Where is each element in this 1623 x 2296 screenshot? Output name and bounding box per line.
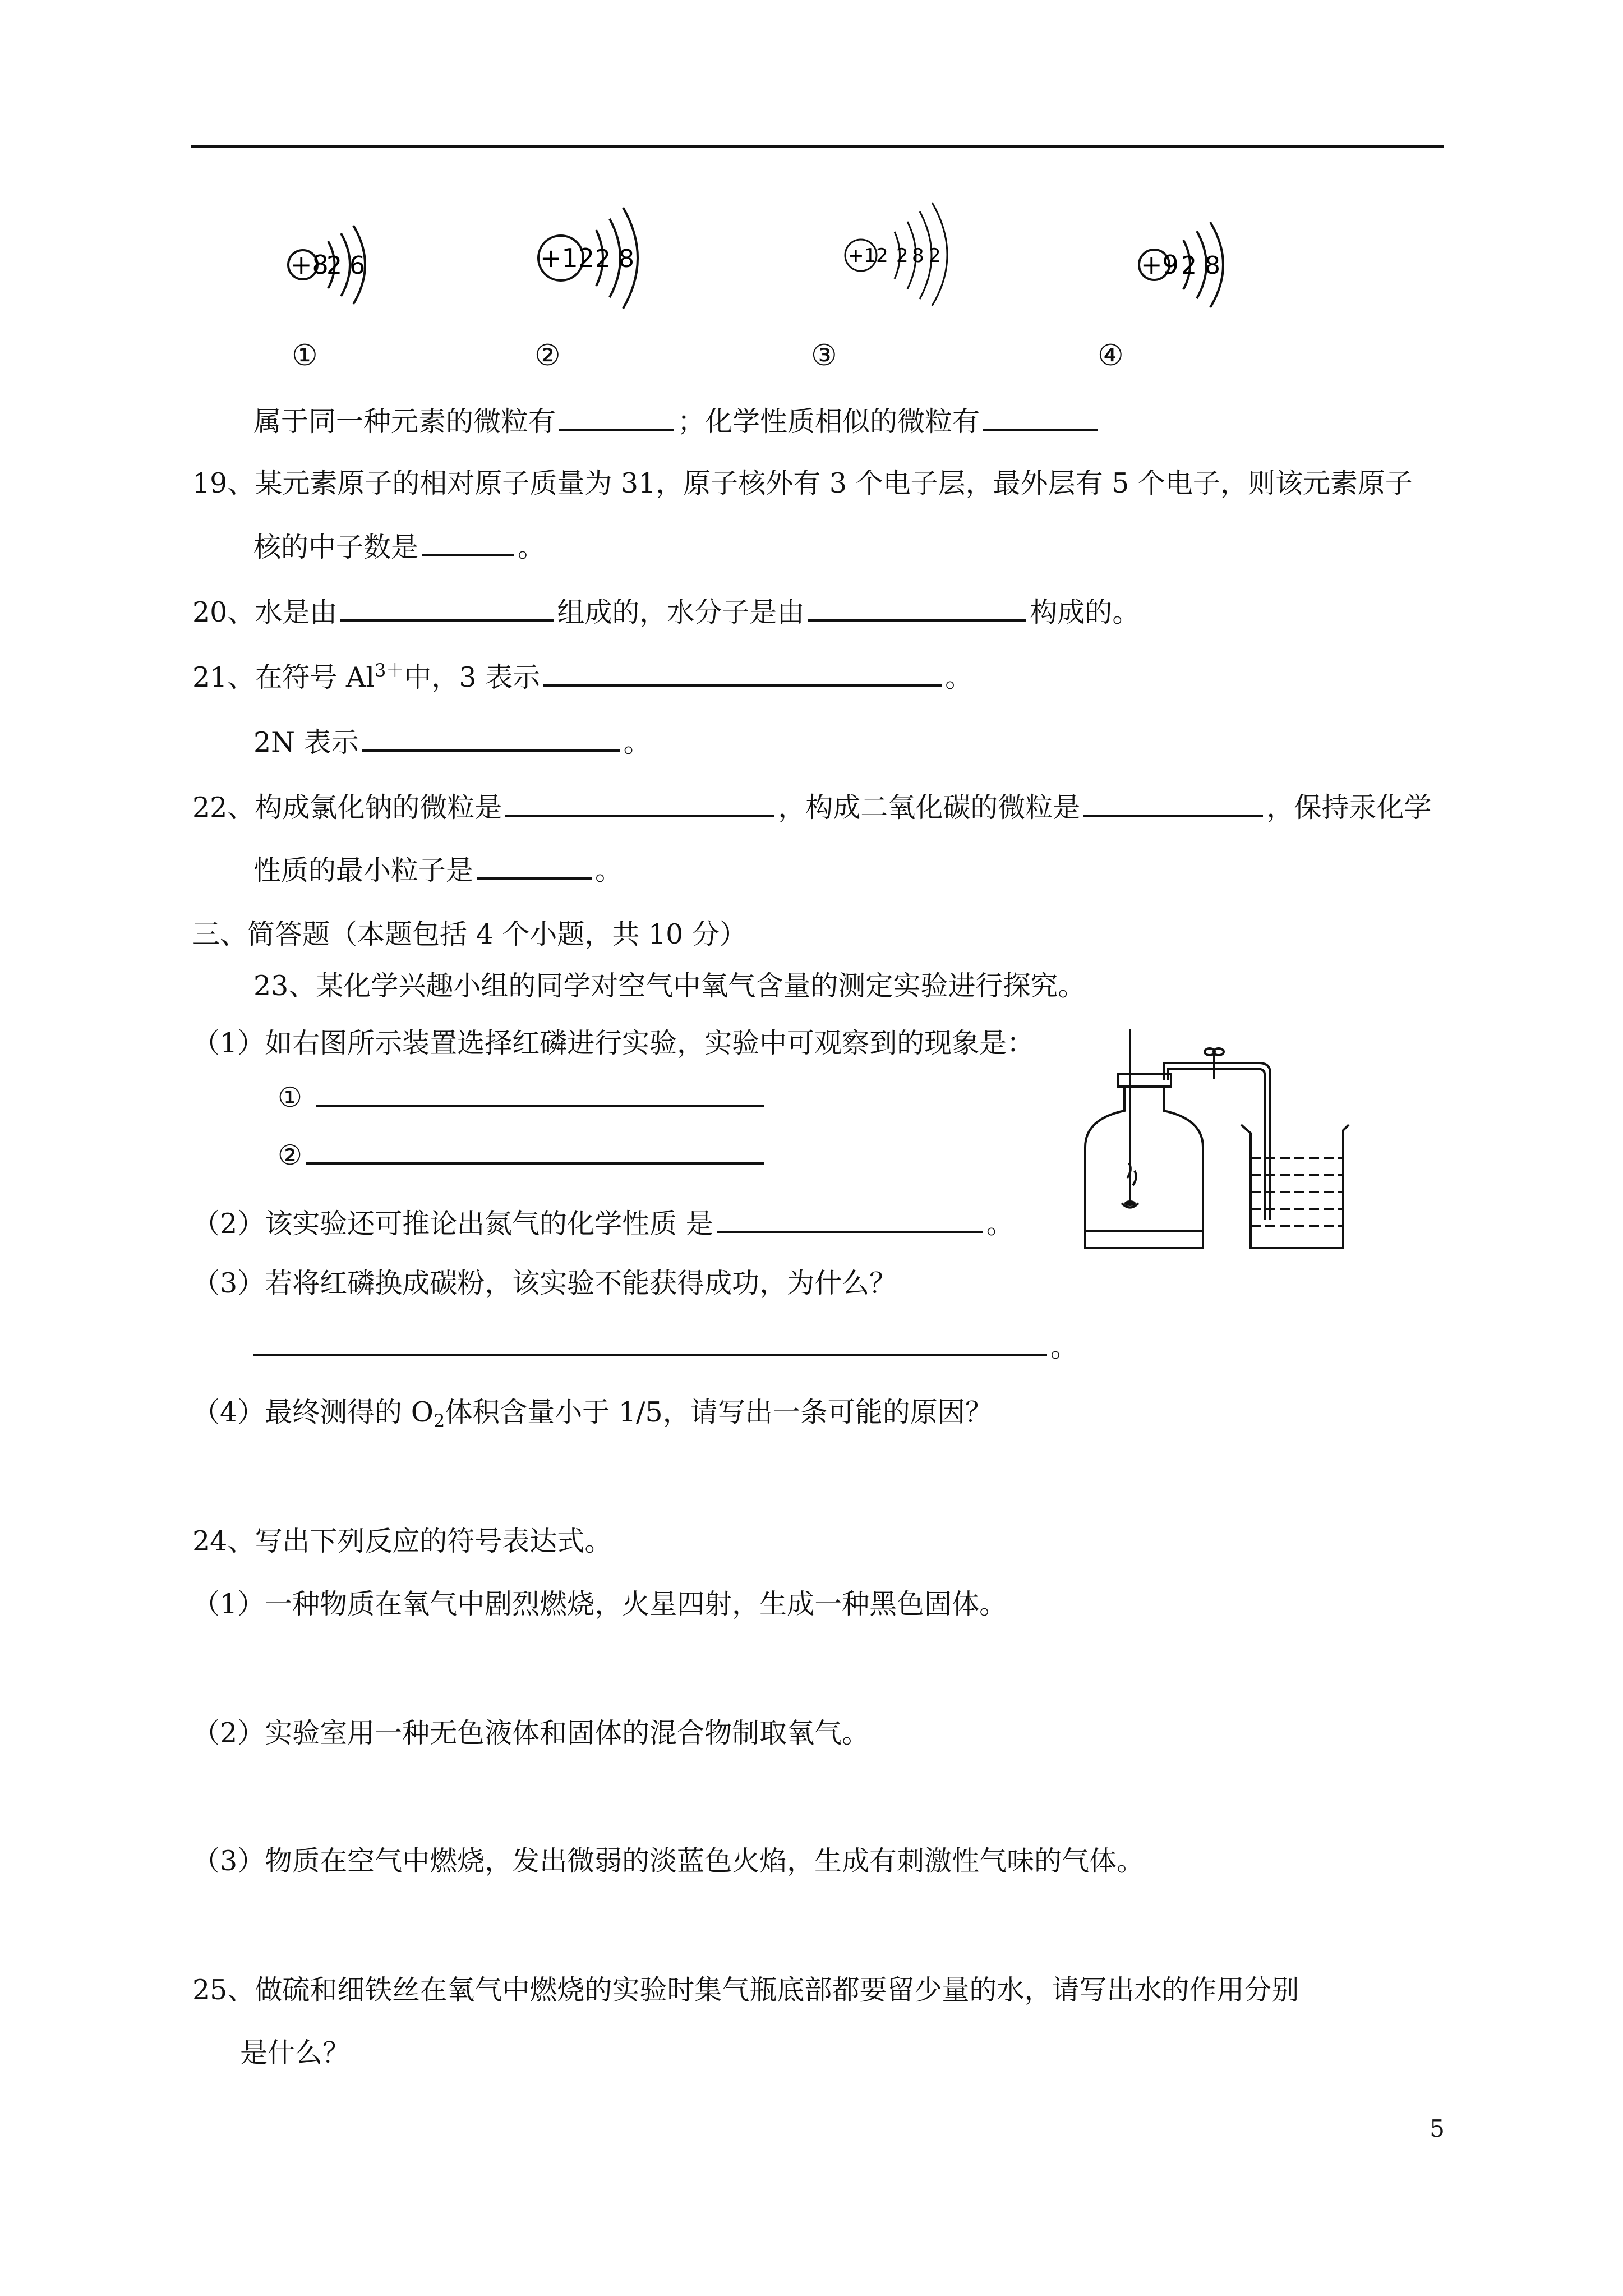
q23-part4-a: （4）最终测得的 O xyxy=(192,1396,434,1428)
q22-blank-2[interactable] xyxy=(1083,790,1263,817)
q19-end: 。 xyxy=(518,531,546,563)
q23-part2-text: （2）该实验还可推论出氮气的化学性质 是 xyxy=(192,1208,713,1240)
q19-line1: 19、某元素原子的相对原子质量为 31，原子核外有 3 个电子层，最外层有 5 个电子，则该元素原子 xyxy=(192,467,1413,499)
q18-blank-2[interactable] xyxy=(983,404,1098,431)
header-rule xyxy=(191,145,1444,148)
atom-3-shell-3: 2 xyxy=(929,245,941,267)
q23-blank-1a[interactable] xyxy=(316,1080,764,1107)
q23-part1a-label: ① xyxy=(278,1082,302,1114)
q23-intro: 23、某化学兴趣小组的同学对空气中氧气含量的测定实验进行探究。 xyxy=(253,970,1086,1002)
q23-part4-subscript: 2 xyxy=(433,1410,445,1432)
q23-part1: （1）如右图所示装置选择红磷进行实验，实验中可观察到的现象是： xyxy=(192,1027,1035,1059)
q22-line1 xyxy=(192,790,1431,825)
q20-part1: 20、水是由 xyxy=(192,596,338,628)
atom-diagram-3 xyxy=(836,194,976,306)
q20-part3: 构成的。 xyxy=(1030,596,1140,628)
q24-part1: （1）一种物质在氧气中剧烈燃烧，火星四射，生成一种黑色固体。 xyxy=(192,1588,1007,1620)
q21-end: 。 xyxy=(945,661,973,693)
q19-text: 核的中子数是 xyxy=(253,531,419,563)
q20-part2: 组成的，水分子是由 xyxy=(557,596,805,628)
q21-line2 xyxy=(253,725,651,760)
atom-diagram-1 xyxy=(275,213,381,314)
atom-1-shell-1: 2 xyxy=(326,251,342,280)
atom-label-3: ③ xyxy=(811,339,837,372)
atom-3-shell-1: 2 xyxy=(896,245,909,267)
q21-part1: 21、在符号 Al xyxy=(192,661,375,693)
q23-part4-b: 体积含量小于 1/5，请写出一条可能的原因？ xyxy=(445,1396,993,1428)
atom-diagram-4 xyxy=(1127,213,1239,314)
q25-line2: 是什么？ xyxy=(240,2037,351,2069)
q22-part3: ，保持汞化学 xyxy=(1266,792,1432,823)
q18-part2: ；化学性质相似的微粒有 xyxy=(677,406,980,438)
section-3-heading: 三、简答题（本题包括 4 个小题，共 10 分） xyxy=(192,918,747,950)
q18-blank-1[interactable] xyxy=(559,404,674,431)
q22-part2: ，构成二氧化碳的微粒是 xyxy=(778,792,1081,823)
q21-blank-1[interactable] xyxy=(543,660,942,687)
q20-blank-2[interactable] xyxy=(808,595,1026,622)
atom-2-shell-2: 8 xyxy=(619,245,634,273)
q21-end2: 。 xyxy=(623,726,651,758)
q21-superscript: 3＋ xyxy=(374,660,404,681)
q23-part1a xyxy=(278,1080,768,1115)
q22-end: 。 xyxy=(595,854,623,886)
q21-part2: 中，3 表示 xyxy=(404,661,541,693)
q23-part3: （3）若将红磷换成碳粉，该实验不能获得成功，为什么？ xyxy=(192,1267,897,1299)
q23-blank-3[interactable] xyxy=(253,1329,1047,1356)
q23-part3-end: 。 xyxy=(1050,1331,1078,1363)
q21-line1 xyxy=(192,660,972,697)
q20-line xyxy=(192,595,1140,629)
q24-part3: （3）物质在空气中燃烧，发出微弱的淡蓝色火焰，生成有刺激性气味的气体。 xyxy=(192,1845,1145,1877)
atom-label-1: ① xyxy=(292,339,318,372)
atom-1-shell-2: 6 xyxy=(349,251,365,280)
q23-part2 xyxy=(192,1206,1014,1241)
q23-part3-answer xyxy=(253,1329,1078,1364)
atom-1-nucleus: +8 xyxy=(291,250,329,280)
q21-line2-text: 2N 表示 xyxy=(253,726,359,758)
q22-line2-text: 性质的最小粒子是 xyxy=(253,854,474,886)
q23-part1b xyxy=(278,1138,768,1172)
q25-line1: 25、做硫和细铁丝在氧气中燃烧的实验时集气瓶底部都要留少量的水，请写出水的作用分别 xyxy=(192,1974,1299,2006)
q19-blank[interactable] xyxy=(422,530,514,556)
atom-2-shell-1: 2 xyxy=(595,245,611,273)
q22-part1: 22、构成氯化钠的微粒是 xyxy=(192,792,502,823)
atom-4-shell-2: 8 xyxy=(1205,251,1220,280)
q21-blank-2[interactable] xyxy=(362,725,620,752)
q18-part1: 属于同一种元素的微粒有 xyxy=(253,406,556,438)
q24-part2: （2）实验室用一种无色液体和固体的混合物制取氧气。 xyxy=(192,1717,870,1749)
q23-part4 xyxy=(192,1396,993,1432)
atom-3-nucleus: +12 xyxy=(848,245,888,267)
atom-label-2: ② xyxy=(534,339,561,372)
atom-diagram-2 xyxy=(524,199,659,311)
page-number: 5 xyxy=(1430,2115,1445,2142)
atom-3-shell-2: 8 xyxy=(912,245,924,267)
atom-4-nucleus: +9 xyxy=(1141,250,1179,280)
atom-2-nucleus: +12 xyxy=(540,243,595,273)
q23-part1b-label: ② xyxy=(278,1139,302,1171)
apparatus-illustration xyxy=(1080,1018,1352,1259)
q23-part2-end: 。 xyxy=(986,1208,1014,1240)
q19-line2 xyxy=(253,530,545,564)
q22-blank-3[interactable] xyxy=(477,853,592,880)
atom-label-4: ④ xyxy=(1098,339,1124,372)
q23-blank-1b[interactable] xyxy=(306,1138,764,1165)
q20-blank-1[interactable] xyxy=(340,595,554,622)
atom-4-shell-1: 2 xyxy=(1181,251,1197,280)
q24-intro: 24、写出下列反应的符号表达式。 xyxy=(192,1525,612,1557)
q23-blank-2[interactable] xyxy=(717,1206,983,1233)
q22-blank-1[interactable] xyxy=(505,790,774,817)
q22-line2 xyxy=(253,853,623,887)
q18-line xyxy=(253,404,1101,439)
